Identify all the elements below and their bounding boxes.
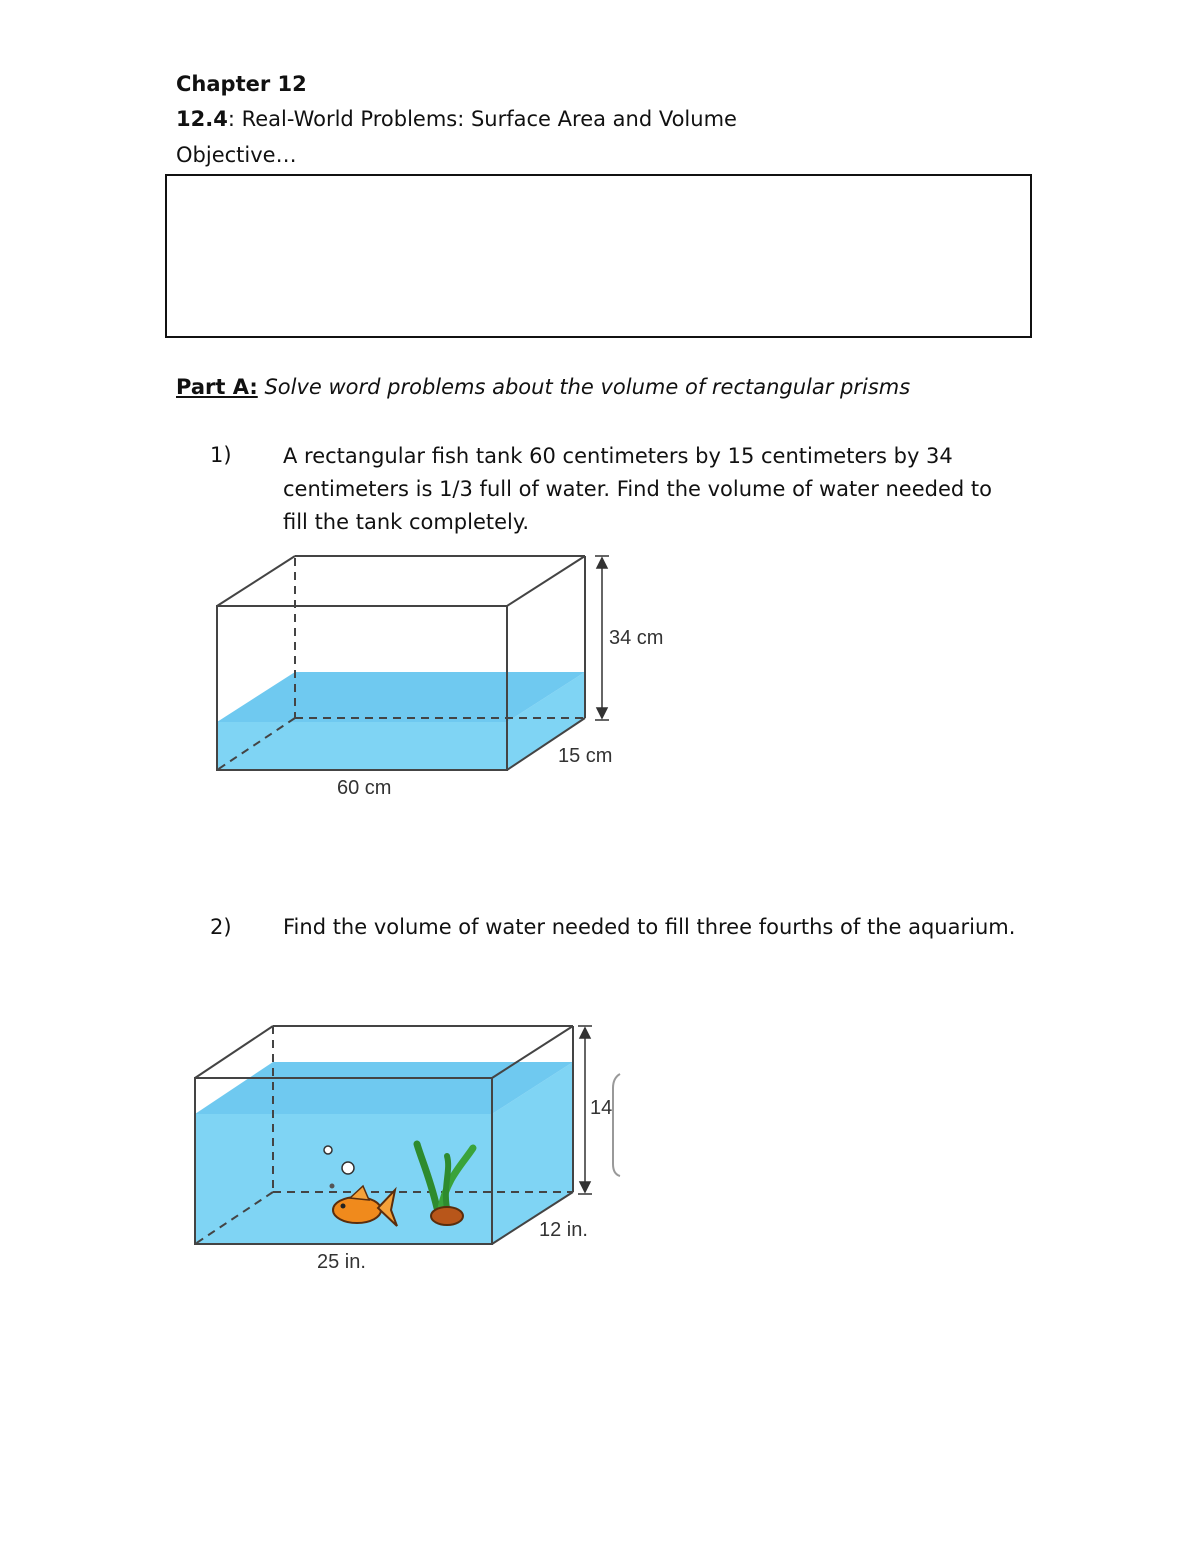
water-front-face [217,722,507,770]
lesson-title-text: : Real-World Problems: Surface Area and Volume [227,107,737,131]
height-label: 14 [590,1097,613,1119]
problem-1-text: A rectangular fish tank 60 centimeters by 15 centimeters by 34 centimeters is 1/3 full of water. Find the volume of water needed to fill the tank completely. [283,444,992,534]
cropped-edge [613,1074,620,1176]
width-label: 15 cm [558,745,613,767]
problem-2-text: Find the volume of water needed to fill three fourths of the aquarium. [283,915,1016,939]
bubble-icon [324,1146,332,1154]
objective-answer-box[interactable] [165,174,1032,338]
chapter-title: Chapter 12 [176,72,307,96]
length-label: 60 cm [337,777,392,799]
part-a-label: Part A: [176,375,258,399]
lesson-number: 12.4 [176,107,228,131]
bubble-icon [342,1162,354,1174]
objective-label: Objective… [176,143,297,167]
height-label: 34 cm [609,627,664,649]
problem-2-number: 2) [210,915,232,939]
problem-1-number: 1) [210,443,232,467]
lesson-title [176,107,737,131]
height-arrow [595,556,609,720]
fish-tank-figure-1 [200,550,700,810]
bubble-icon [330,1184,335,1189]
length-label: 25 in. [317,1251,366,1273]
part-a-description: Solve word problems about the volume of rectangular prisms [264,375,911,399]
part-a-heading [176,375,910,399]
width-label: 12 in. [539,1219,588,1241]
fish-tank-figure-2 [185,1018,625,1278]
